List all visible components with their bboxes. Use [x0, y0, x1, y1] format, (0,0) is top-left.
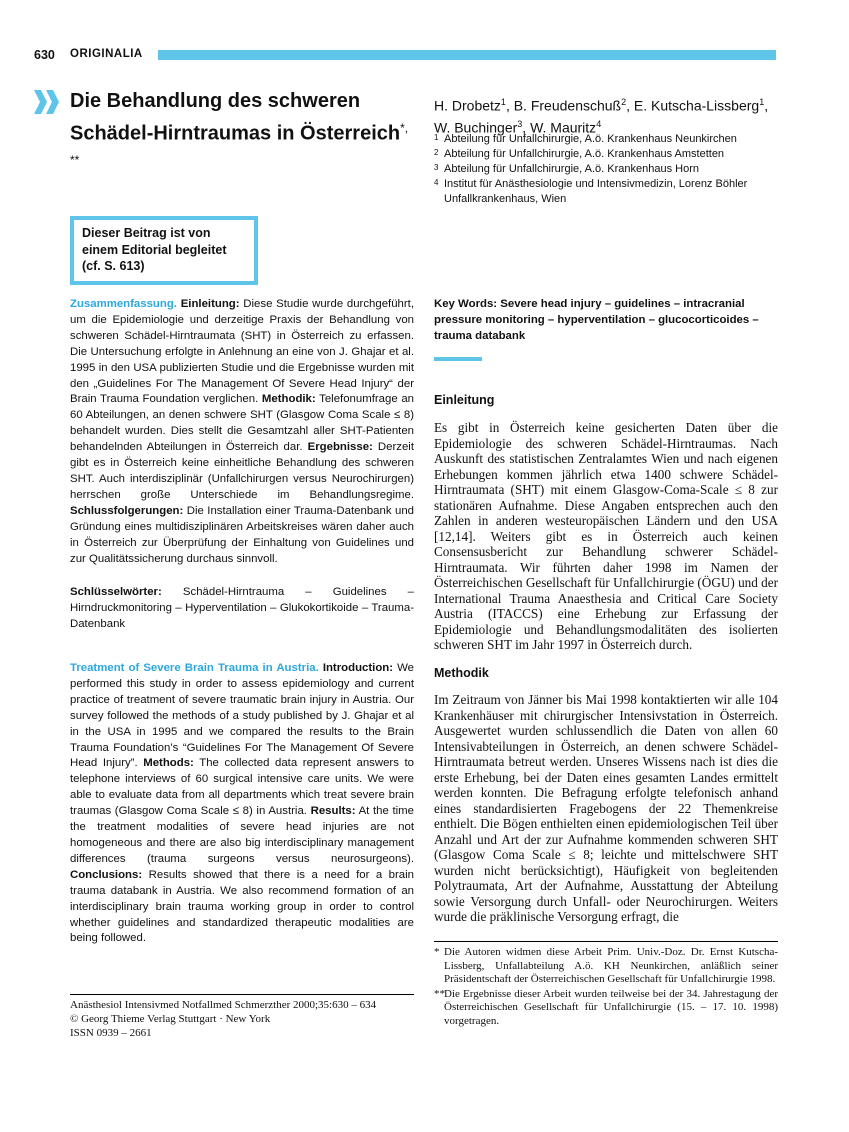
author-affiliation-mark: 1	[500, 97, 506, 107]
affiliation	[434, 162, 794, 177]
author-separator: ,	[505, 97, 514, 114]
section-heading-einleitung: Einleitung	[434, 393, 495, 407]
citation-publisher: © Georg Thieme Verlag Stuttgart · New York	[70, 1013, 271, 1025]
footnote-mark: **	[434, 987, 445, 1000]
section-label: ORIGINALIA	[70, 48, 143, 60]
footnote-mark: *	[434, 946, 440, 958]
keywords-text: Severe head injury – guidelines – intracranial pressure monitoring – hyperventilation – glucocorticoides – trauma databank	[434, 298, 759, 342]
citation-divider	[70, 994, 414, 995]
abstract-label: Methodik:	[261, 393, 316, 406]
abstract-label: Results:	[310, 805, 356, 818]
abstract-text: Derzeit gibt es in Österreich keine einheitliche Behandlung des schweren SHT. Auch interdisziplinär (Unfallchirurgen versus Neurochirurgen) herrschen große Unterschiede im Behandlungsregime.	[70, 441, 414, 501]
abstract-label: Introduction:	[322, 662, 394, 674]
article-title	[70, 88, 410, 179]
affiliation-text: Institut für Anästhesiologie und Intensivmedizin, Lorenz Böhler Unfallkrankenhaus, Wien	[444, 178, 748, 205]
affiliation-number: 3	[434, 163, 439, 172]
keywords-accent-rule	[434, 357, 482, 361]
abstract-heading: Zusammenfassung.	[70, 298, 177, 310]
keywords-german	[70, 585, 414, 633]
author-name: W. Mauritz	[530, 119, 597, 136]
double-chevron-icon	[34, 90, 60, 114]
abstract-label: Methods:	[143, 757, 194, 770]
footnote-text: Die Ergebnisse dieser Arbeit wurden teilweise bei der 34. Jahrestagung der Österreichischen Gesellschaft für Unfallchirurgie (15. – 17. 10. 1998) vorgetragen.	[444, 987, 778, 1027]
page-number: 630	[34, 48, 55, 62]
author-separator: ,	[626, 97, 634, 114]
author-separator: ,	[522, 119, 531, 136]
author-name: B. Freudenschuß	[513, 97, 622, 114]
abstract-text: Die Installation einer Trauma-Datenbank und Gründung eines multidisziplinären Arbeitskreises wären daher auch in Österreich zur Überprüfung der Einhaltung von Guidelines und zur Qualitätssicherung durchaus sinnvoll.	[70, 504, 414, 565]
header-accent-bar	[158, 50, 776, 60]
author-name: W. Buchinger	[434, 119, 518, 136]
keywords-english	[434, 297, 778, 345]
body-paragraph-methodik: Im Zeitraum von Jänner bis Mai 1998 kontaktierten wir alle 104 Krankenhäuser mit chirurgischer Intensivstation in Österreich. Ausgewertet wurden schlussendlich die Daten von allen 60 Intensivabteilungen in Österreich, an denen schwere Schädel-Hirntraumata betreut werden. Unseres Wissens nach ist dies die erste Erhebung, bei der Daten eines gesamten Landes ermittelt werden konnten. Die Befragung erfolgte telefonisch anhand eines standardisierten Fragebogens der 22 Themenkreise enthielt. Die Bögen enthielten einen epidemiologischen Teil über Anzahl und Art der zur Aufnahme kommenden schweren SHT (Glasgow Coma Scale ≤ 8; leichte und mittelschwere SHT wurden nicht berücksichtigt), Häufigkeit von begleitenden Polytraumata, Art der Aufnahme, Ausstattung der Abteilung sowie Versorgung durch Unfall- oder Neurochirurgen. Weiters wurde die präklinische Versorgung erfragt, die	[434, 692, 778, 924]
editorial-note-box: Dieser Beitrag ist von einem Editorial begleitet (cf. S. 613)	[70, 216, 258, 285]
affiliation-number: 4	[434, 178, 439, 187]
affiliation	[434, 177, 794, 207]
citation-issn: ISSN 0939 – 2661	[70, 1027, 152, 1039]
abstract-text: Diese Studie wurde durchgeführt, um die Epidemiologie und derzeitige Praxis der Behandlung von schweren Schädel-Hirntraumata (SHT) in Österreich zu erfassen. Die Untersuchung erfolgte in Anlehnung an eine von J. Ghajar et al. 1995 in den USA publizierten Studie und die Ergebnisse wurden mit den „Guidelines For The Management Of Severe Head Injury“ der Brain Trauma Foundation verglichen.	[70, 298, 414, 406]
author-affiliation-mark: 4	[596, 118, 602, 129]
abstract-label: Conclusions:	[70, 868, 143, 881]
affiliation-number: 1	[434, 133, 439, 142]
abstract-text: Results showed that there is a need for a brain trauma databank in Austria. We also recommend formation of an interdisciplinary brain trauma working group in order to control whether guidelines and standardized therapeutic modalities are being followed.	[70, 868, 414, 945]
body-paragraph-einleitung: Es gibt in Österreich keine gesicherten Daten über die Epidemiologie des schweren Schädel-Hirntraumas. Nach Auskunft des statistischen Zentralamtes Wien und nach eigenen Erhebungen kommen jährlich etwa 1400 schwere Schädel-Hirntraumata (SHT) mit einem Glasgow-Coma-Scale ≤ 8 zur stationären Aufnahme. Diese Angaben entsprechen auch den Zahlen in anderen westeuropäischen Ländern und den USA [12,14]. Weiters gibt es in Österreich auch keinen Consensusbericht zur Behandlung schwerer Schädel-Hirntraumata. Wir führten daher 1998 im Namen der Österreichischen Gesellschaft für Unfallchirurgie (ÖGU) und der International Trauma Anaesthesia and Critical Care Society Austria (ITACCS) eine Erhebung zur Erfassung der Epidemiologie und Behandlungsmodalitäten des isolierten schweren SHT im Jahr 1997 in Österreich durch.	[434, 420, 778, 652]
affiliation-text: Abteilung für Unfallchirurgie, A.ö. Krankenhaus Horn	[444, 163, 699, 175]
abstract-label: Schlussfolgerungen:	[70, 504, 184, 517]
abstract-text: We performed this study in order to assess epidemiology and current practice of treatment of severe traumatic brain injury in Austria. Our survey followed the methods of a study published by J. Ghajar et al in the USA in 1995 and we compared the results to the Brain Trauma Foundation’s “Guidelines For The Management Of Severe Head Injury”.	[70, 662, 414, 770]
abstract-text: At the time the treatment modalities of severe head injuries are not homogeneous and there are also big interdisciplinary management differences (trauma surgeons versus neurosurgeons).	[70, 805, 414, 865]
abstract-english	[70, 661, 414, 947]
abstract-label: Einleitung:	[180, 298, 240, 310]
affiliation-list	[434, 132, 794, 207]
footnotes	[434, 946, 778, 1030]
author-affiliation-mark: 3	[517, 118, 523, 129]
footnote	[434, 946, 778, 987]
abstract-german	[70, 297, 414, 567]
author-affiliation-mark: 2	[621, 97, 627, 107]
keywords-label: Key Words:	[434, 298, 498, 310]
keywords-label: Schlüsselwörter:	[70, 586, 162, 598]
citation-journal: Anästhesiol Intensivmed Notfallmed Schmerzther 2000;35:630 – 634	[70, 999, 377, 1011]
footnote-text: Die Autoren widmen diese Arbeit Prim. Univ.-Doz. Dr. Ernst Kutscha-Lissberg, Unfallabteilung A.ö. KH Neunkirchen, anläßlich seiner Präsidentschaft der Österreichischen Gesellschaft für Unfallchirurgie 1998.	[444, 946, 778, 986]
affiliation-text: Abteilung für Unfallchirurgie, A.ö. Krankenhaus Neunkirchen	[444, 133, 737, 145]
citation-block	[70, 998, 414, 1040]
footnote	[434, 988, 778, 1029]
abstract-text: The collected data represent answers to telephone interviews of 60 surgical intensive care units. We were able to evaluate data from all departments which treat severe brain traumas (Glasgow Coma Scale ≤ 8) in Austria.	[70, 757, 414, 818]
title-footnote-marks: *, **	[70, 120, 409, 167]
affiliation-text: Abteilung für Unfallchirurgie, A.ö. Krankenhaus Amstetten	[444, 148, 725, 160]
affiliation	[434, 132, 794, 147]
affiliation-number: 2	[434, 148, 439, 157]
affiliation	[434, 147, 794, 162]
footnote-divider	[434, 941, 778, 942]
abstract-text: Telefonumfrage an 60 Abteilungen, an denen schwere SHT (Glasgow Coma Scale ≤ 8) behandelt wurden. Dies stellt die Gesamtzahl aller SHT-Patienten behandelnden Abteilungen in Österreich dar.	[70, 393, 414, 454]
section-heading-methodik: Methodik	[434, 666, 489, 680]
title-text: Die Behandlung des schweren Schädel-Hirntraumas in Österreich	[70, 90, 401, 145]
abstract-heading: Treatment of Severe Brain Trauma in Austria.	[70, 662, 319, 674]
author-list	[434, 93, 794, 136]
keywords-text: Schädel-Hirntrauma – Guidelines – Hirndruckmonitoring – Hyperventilation – Glukokortikoide – Trauma-Datenbank	[70, 586, 414, 630]
author-name: H. Drobetz	[434, 97, 501, 114]
author-separator: ,	[764, 97, 769, 114]
author-name: E. Kutscha-Lissberg	[633, 97, 760, 114]
author-affiliation-mark: 1	[759, 97, 765, 107]
abstract-label: Ergebnisse:	[307, 441, 373, 454]
